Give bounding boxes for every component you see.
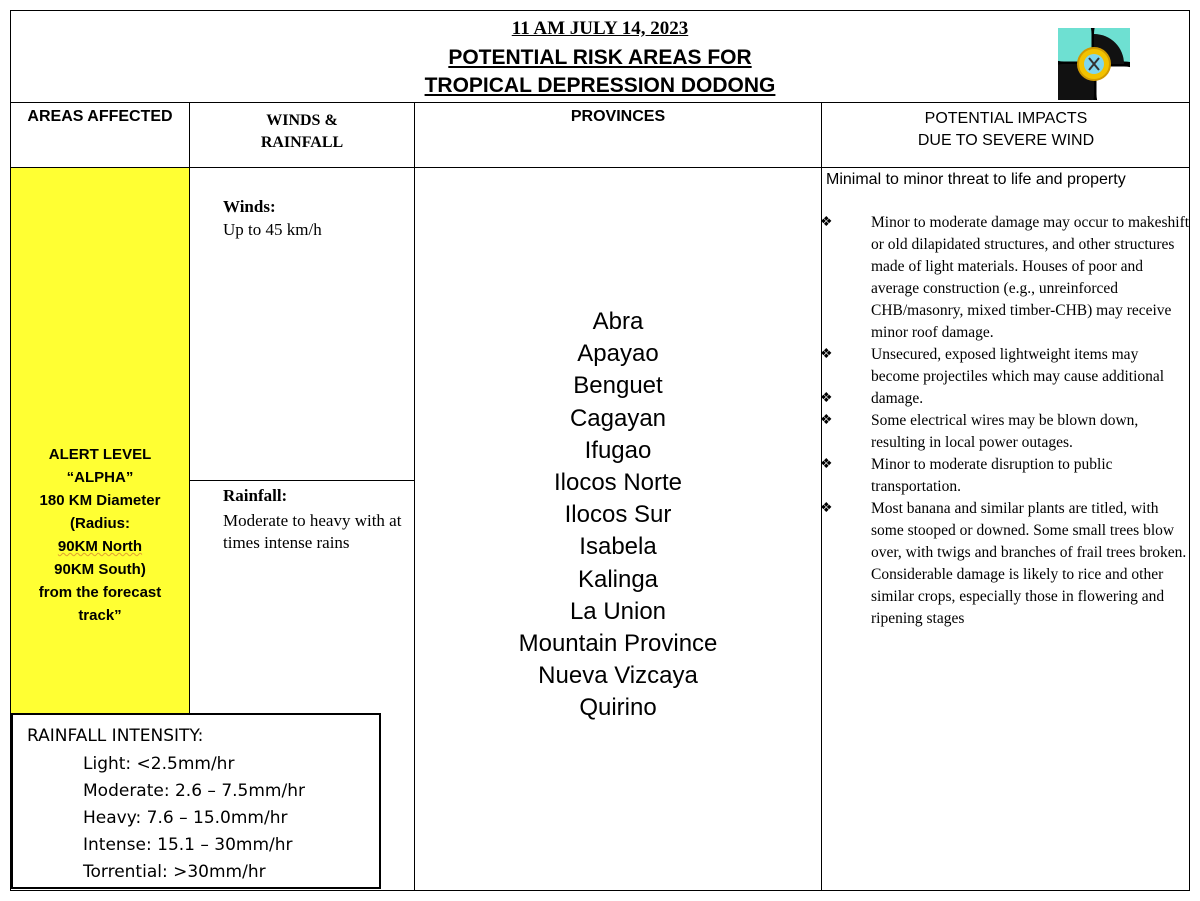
- province-item: Abra: [592, 308, 644, 335]
- province-item: Cagayan: [569, 404, 667, 432]
- alert-line: 90KM South): [54, 561, 146, 578]
- page-title-line-2: TROPICAL DEPRESSION DODONG: [424, 74, 776, 97]
- province-item: La Union: [569, 597, 667, 625]
- alert-level-cell: [11, 168, 189, 713]
- province-item: Benguet: [573, 372, 663, 400]
- impact-text: Minor to moderate damage may occur to makeshift or old dilapidated structures, and other structures made of light materials. Houses of poor and average construction (e.g., unreinforced CHB/masonry, mixed timber-CHB) may receive minor roof damage.: [871, 214, 1190, 341]
- impact-text: Unsecured, exposed lightweight items may become projectiles which may cause additional: [871, 346, 1165, 385]
- alert-line: track”: [78, 607, 122, 624]
- alert-line: (Radius:: [70, 515, 130, 532]
- impacts-heading: Minimal to minor threat to life and property: [826, 171, 1126, 188]
- diamond-bullet-icon: ❖: [820, 391, 833, 406]
- province-item: Apayao: [577, 340, 659, 368]
- diamond-bullet-icon: ❖: [820, 501, 833, 516]
- province-list: [415, 306, 821, 725]
- alert-line: “ALPHA”: [66, 469, 134, 486]
- col-header-impacts-line2: DUE TO SEVERE WIND: [917, 132, 1095, 149]
- impact-item: [820, 344, 1190, 388]
- province-item: Isabela: [579, 533, 657, 561]
- col-header-winds-line1: WINDS &: [266, 112, 338, 129]
- winds-rainfall-divider: [189, 480, 414, 481]
- col-header-winds-line2: RAINFALL: [260, 134, 344, 151]
- intensity-title: RAINFALL INTENSITY:: [27, 726, 204, 746]
- impact-item: [820, 410, 1190, 454]
- intensity-item: Intense: 15.1 – 30mm/hr: [83, 835, 293, 855]
- winds-title: Winds:: [223, 197, 276, 216]
- impact-text: Minor to moderate disruption to public transportation.: [871, 456, 1113, 495]
- header-divider: [10, 102, 1190, 103]
- rainfall-intensity-box: [11, 713, 381, 889]
- winds-text: Up to 45 km/h: [223, 220, 322, 239]
- impact-item: [820, 388, 1190, 410]
- intensity-item: Light: <2.5mm/hr: [83, 754, 235, 774]
- province-item: Ilocos Norte: [553, 469, 683, 497]
- alert-level-text: [11, 443, 189, 627]
- col-header-areas: AREAS AFFECTED: [27, 108, 173, 125]
- page-title-line-1: POTENTIAL RISK AREAS FOR: [448, 46, 752, 69]
- rainfall-title: Rainfall:: [223, 486, 288, 505]
- province-item: Quirino: [579, 694, 657, 722]
- province-item: Kalinga: [577, 565, 659, 593]
- alert-line: from the forecast: [38, 584, 162, 601]
- col-header-winds: [190, 110, 414, 154]
- col-header-provinces: PROVINCES: [570, 108, 666, 125]
- diamond-bullet-icon: ❖: [820, 215, 833, 230]
- impact-item: [820, 212, 1190, 344]
- impact-item: [820, 498, 1190, 630]
- col-divider-1: [189, 102, 190, 713]
- province-item: Mountain Province: [518, 630, 718, 658]
- pagasa-logo-icon: [1058, 28, 1130, 100]
- report-date: 11 AM JULY 14, 2023: [511, 18, 689, 39]
- alert-line: 90KM North: [57, 538, 143, 555]
- impact-text: Most banana and similar plants are titled, with some stooped or downed. Some small trees blow over, with twigs and branches of frail trees broken. Considerable damage is likely to rice and other similar crops, especially those in flowering and ripening stages: [871, 500, 1187, 627]
- intensity-item: Moderate: 2.6 – 7.5mm/hr: [83, 781, 305, 801]
- province-item: Ifugao: [584, 436, 652, 464]
- alert-line: 180 KM Diameter: [39, 492, 161, 509]
- impacts-list: [820, 212, 1190, 630]
- rainfall-text: Moderate to heavy with at times intense rains: [223, 511, 402, 552]
- intensity-item: Heavy: 7.6 – 15.0mm/hr: [83, 808, 288, 828]
- diamond-bullet-icon: ❖: [820, 457, 833, 472]
- diamond-bullet-icon: ❖: [820, 413, 833, 428]
- intensity-list: [83, 751, 305, 886]
- province-item: Nueva Vizcaya: [538, 662, 698, 690]
- impact-text: Some electrical wires may be blown down, resulting in local power outages.: [871, 412, 1139, 451]
- col-header-impacts-line1: POTENTIAL IMPACTS: [924, 110, 1088, 127]
- impact-text: damage.: [871, 390, 924, 407]
- province-item: Ilocos Sur: [564, 501, 672, 529]
- alert-line: ALERT LEVEL: [48, 446, 152, 463]
- impact-item: [820, 454, 1190, 498]
- diamond-bullet-icon: ❖: [820, 347, 833, 362]
- intensity-item: Torrential: >30mm/hr: [83, 862, 266, 882]
- col-header-impacts: [822, 108, 1190, 152]
